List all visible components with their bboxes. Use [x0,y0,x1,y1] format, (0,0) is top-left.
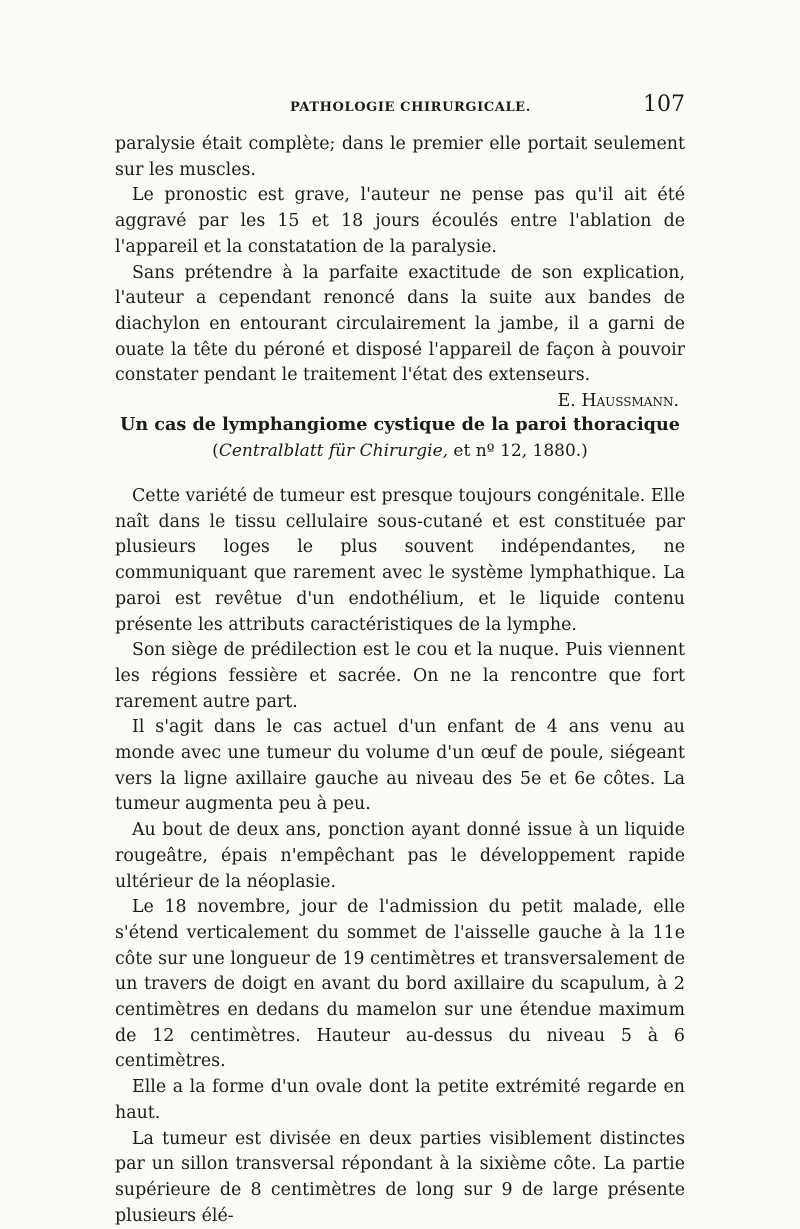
source-details: et nº 12, 1880.) [448,441,588,461]
paragraph: Son siège de prédilection est le cou et la nuque. Puis viennent les régions fessière et sacrée. On ne la rencontre que fort rarement autre part. [115,640,685,712]
paragraph: paralysie était complète; dans le premier elle portait seulement sur les muscles. [115,134,685,180]
paragraph [115,261,685,412]
paragraph: La tumeur est divisée en deux parties visiblement distinctes par un sillon transversal répondant à la sixième côte. La partie supérieure de 8 centimètres de long sur 9 de large présente plusieurs élé- [115,1128,685,1226]
paragraph: Au bout de deux ans, ponction ayant donné issue à un liquide rougeâtre, épais n'empêchant pas le développement rapide ultérieur de la néoplasie. [115,820,685,892]
paragraph-text: Sans prétendre à la parfaite exactitude de son explication, l'auteur a cependant renoncé dans la suite aux bandes de diachylon en entourant circulairement la jambe, il a garni de ouate la tête du péroné et disposé l'appareil de façon à pouvoir constater pendant le traitement l'état des extenseurs. [115,262,685,386]
paragraph: Il s'agit dans le cas actuel d'un enfant de 4 ans venu au monde avec une tumeur du volume d'un œuf de poule, siégeant vers la ligne axillaire gauche au niveau des 5e et 6e côtes. La tumeur augmenta peu à peu. [115,717,685,815]
paragraph: Le 18 novembre, jour de l'admission du petit malade, elle s'étend verticalement du sommet de l'aisselle gauche à la 11e côte sur une longueur de 19 centimètres et transversalement de un travers de doigt en avant du bord axillaire du scapulum, à 2 centimètres en dedans du mamelon sur une étendue maximum de 12 centimètres. Hauteur au-dessus du niveau 5 à 6 centimètres. [115,897,685,1072]
author-signature: E. Haussmann. [557,391,679,412]
page-number: 107 [643,92,685,117]
journal-name: Centralblatt für Chirurgie, [218,441,449,461]
article-body [115,484,685,1229]
previous-article-end [115,132,685,415]
paragraph: Elle a la forme d'un ovale dont la petite extrémité regarde en haut. [115,1077,685,1123]
running-title: PATHOLOGIE CHIRURGICALE. [290,100,531,115]
article-source: (Centralblatt für Chirurgie, et nº 12, 1880.) [212,441,588,461]
article-title: Un cas de lymphangiome cystique de la paroi thoracique [120,414,680,435]
paragraph: Cette variété de tumeur est presque toujours congénitale. Elle naît dans le tissu cellulaire sous-cutané et est constituée par plusieurs loges le plus souvent indépendantes, ne communiquant que rarement avec le système lymphathique. La paroi est revêtue d'un endothélium, et le liquide contenu présente les attributs caractéristiques de la lymphe. [115,486,685,635]
running-header [115,92,685,122]
paragraph: Le pronostic est grave, l'auteur ne pense pas qu'il ait été aggravé par les 15 et 18 jours écoulés entre l'ablation de l'appareil et la constatation de la paralysie. [115,185,685,257]
